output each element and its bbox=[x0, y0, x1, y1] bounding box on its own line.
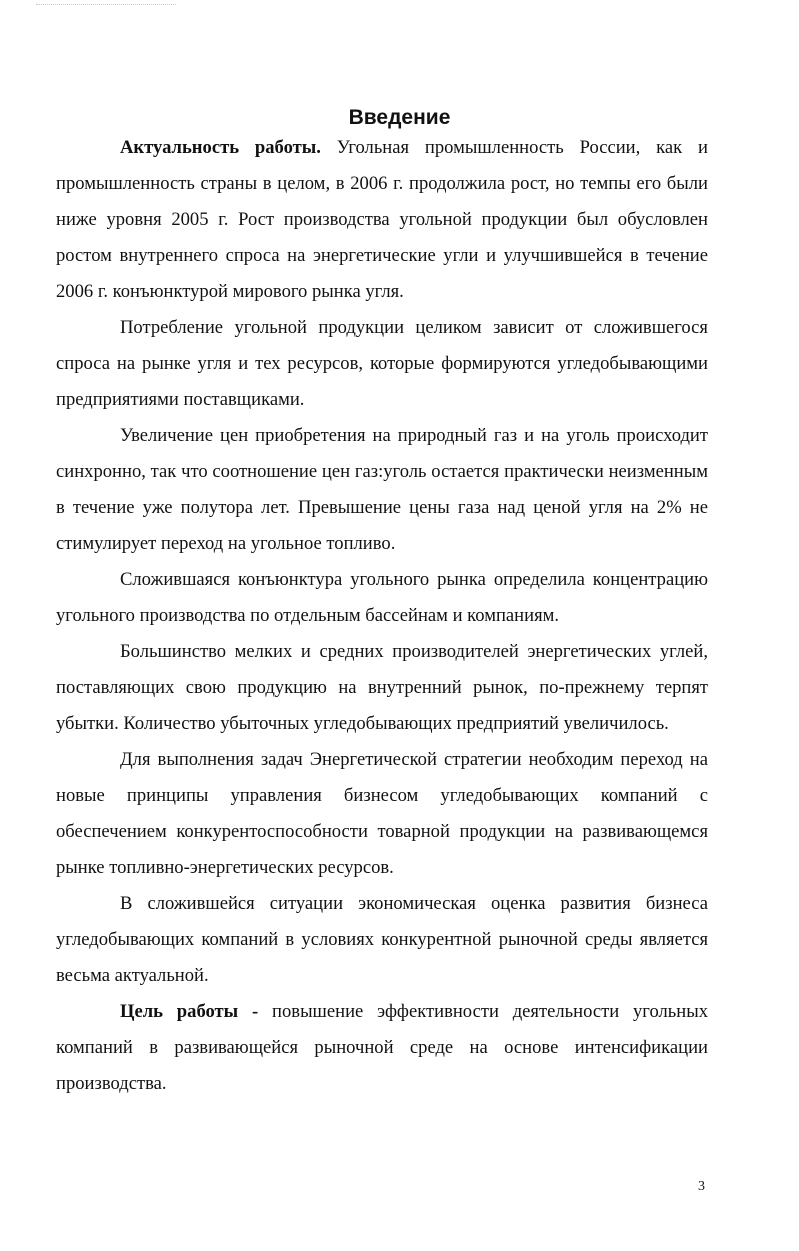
paragraph-text-prices: Увеличение цен приобретения на природный газ и на уголь происходит синхронно, так что соотношение цен газ:уголь остается практически неизменным в течение уже полутора лет. Превышение цены газа над ценой угля на 2% не стимулирует переход на угольное топливо. bbox=[56, 425, 708, 554]
paragraph-text-goal: повышение эффективности деятельности угольных компаний в развивающейся рыночной среде на основе интенсификации производства. bbox=[56, 1001, 708, 1094]
paragraph-lead-relevance: Актуальность работы. bbox=[120, 137, 321, 158]
paragraph-text-relevance: Угольная промышленность России, как и промышленность страны в целом, в 2006 г. продолжила рост, но темпы его были ниже уровня 2005 г. Рост производства угольной продукции был обусловлен ростом внутреннего спроса на энергетические угли и улучшившейся в течение 2006 г. конъюнктурой мирового рынка угля. bbox=[56, 137, 708, 302]
paragraph-prices bbox=[56, 418, 708, 562]
scan-artifact bbox=[36, 4, 176, 8]
paragraph-lead-goal: Цель работы - bbox=[120, 1001, 259, 1022]
paragraph-text-market-conditions: Сложившаяся конъюнктура угольного рынка определила концентрацию угольного производства по отдельным бассейнам и компаниям. bbox=[56, 569, 708, 626]
paragraph-text-producers: Большинство мелких и средних производителей энергетических углей, поставляющих свою продукцию на внутренний рынок, по-прежнему терпят убытки. Количество убыточных угледобывающих предприятий увеличилось. bbox=[56, 641, 708, 734]
paragraph-text-strategy: Для выполнения задач Энергетической стратегии необходим переход на новые принципы управления бизнесом угледобывающих компаний с обеспечением конкурентоспособности товарной продукции на развивающемся рынке топливно-энергетических ресурсов. bbox=[56, 749, 708, 878]
document-body bbox=[56, 130, 708, 1102]
paragraph-consumption bbox=[56, 310, 708, 418]
page-title: Введение bbox=[348, 106, 451, 129]
paragraph-goal bbox=[56, 994, 708, 1102]
paragraph-strategy bbox=[56, 742, 708, 886]
paragraph-text-evaluation: В сложившейся ситуации экономическая оценка развития бизнеса угледобывающих компаний в условиях конкурентной рыночной среды является весьма актуальной. bbox=[56, 893, 708, 986]
paragraph-evaluation bbox=[56, 886, 708, 994]
paragraph-text-consumption: Потребление угольной продукции целиком зависит от сложившегося спроса на рынке угля и тех ресурсов, которые формируются угледобывающими предприятиями поставщиками. bbox=[56, 317, 708, 410]
paragraph-relevance bbox=[56, 130, 708, 310]
page-number: 3 bbox=[698, 1179, 705, 1194]
paragraph-market-conditions bbox=[56, 562, 708, 634]
paragraph-producers bbox=[56, 634, 708, 742]
